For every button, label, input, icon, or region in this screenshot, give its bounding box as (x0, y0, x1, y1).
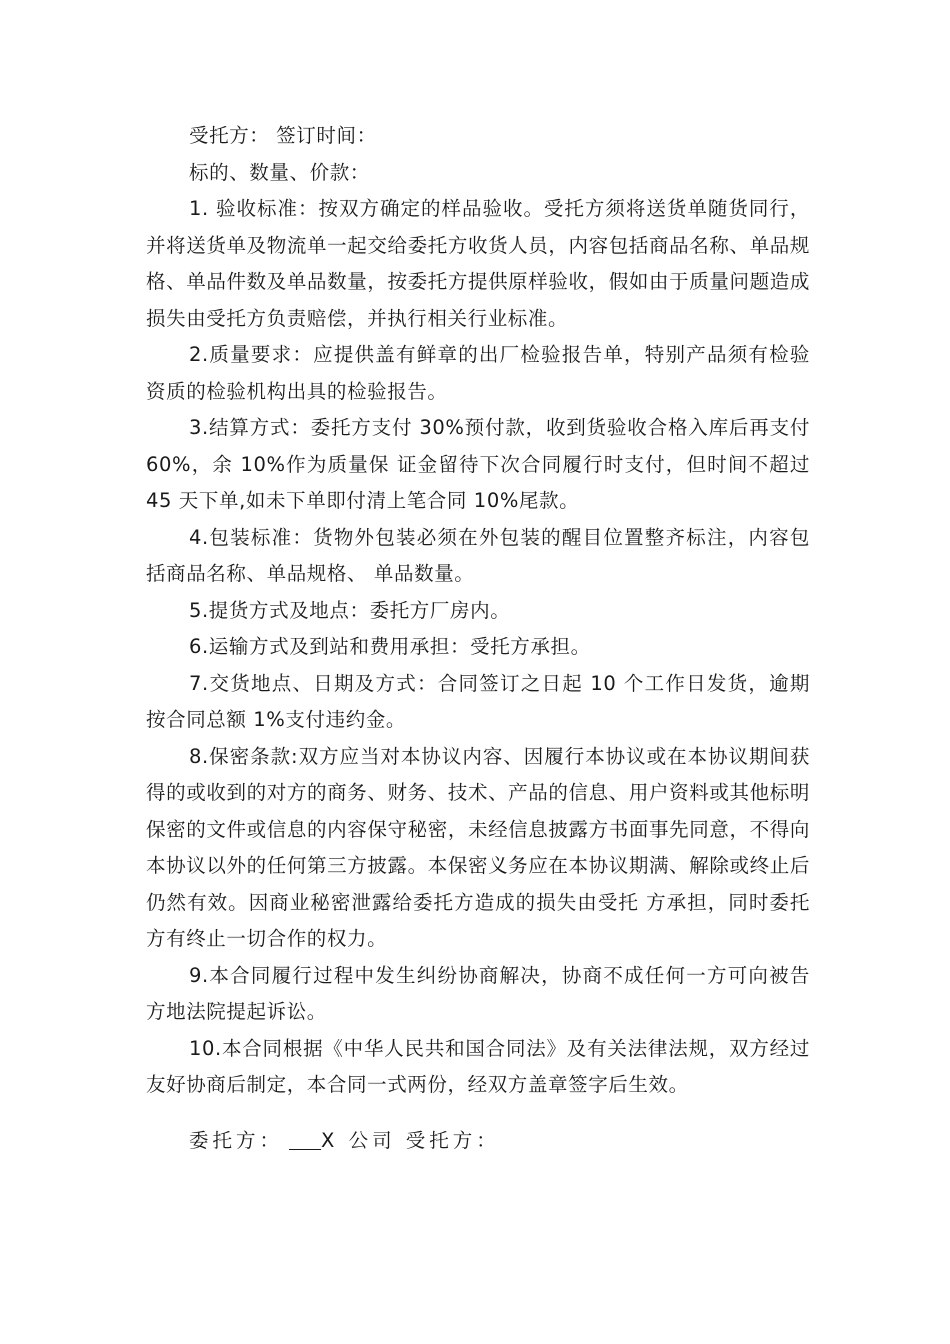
clause-5-pickup: 5.提货方式及地点：委托方厂房内。 (189, 598, 511, 622)
header-line-subject: 标的、数量、价款： (189, 160, 370, 184)
clause-9-dispute: 9.本合同履行过程中发生纠纷协商解决，协商不成任何一方可向被告方地法院提起诉讼。 (146, 963, 810, 1023)
contract-body (146, 118, 810, 1179)
clause-7-delivery: 7.交货地点、日期及方式：合同签订之日起 10 个工作日发货，逾期按合同总额 1%支付违约金。 (146, 671, 810, 731)
client-label: 委托方： (189, 1129, 284, 1152)
clause-1-acceptance: 1. 验收标准：按双方确定的样品验收。受托方须将送货单随货同行，并将送货单及物流单一起交给委托方收货人员，内容包括商品名称、单品规格、单品件数及单品数量，按委托方提供原样验收，假如由于质量问题造成损失由受托方负责赔偿，并执行相关行业标准。 (146, 197, 810, 330)
company-name: X 公司 (321, 1129, 396, 1152)
clause-10-effectiveness: 10.本合同根据《中华人民共和国合同法》及有关法律法规，双方经过友好协商后制定，本合同一式两份，经双方盖章签字后生效。 (146, 1036, 810, 1096)
signature-line (146, 1123, 810, 1160)
clause-6-transport: 6.运输方式及到站和费用承担：受托方承担。 (189, 635, 591, 658)
clause-2-quality: 2.质量要求：应提供盖有鲜章的出厂检验报告单，特别产品须有检验资质的检验机构出具的检验报告。 (146, 343, 810, 403)
header-line-trustee-date: 受托方： 签订时间： (189, 124, 377, 147)
clause-3-settlement: 3.结算方式：委托方支付 30%预付款，收到货验收合格入库后再支付 60%，余 10%作为质量保 证金留待下次合同履行时支付，但时间不超过 45 天下单,如未下单即付清上笔合同 10%尾款。 (146, 416, 810, 512)
trustee-label: 受托方： (405, 1129, 500, 1152)
clause-4-packaging: 4.包装标准：货物外包装必须在外包装的醒目位置整齐标注，内容包括商品名称、单品规格、 单品数量。 (146, 525, 810, 585)
clause-8-confidentiality: 8.保密条款:双方应当对本协议内容、因履行本协议或在本协议期间获得的或收到的对方的商务、财务、技术、产品的信息、用户资料或其他标明保密的文件或信息的内容保守秘密，未经信息披露方书面事先同意，不得向本协议以外的任何第三方披露。本保密义务应在本协议期满、解除或终止后仍然有效。因商业秘密泄露给委托方造成的损失由受托 方承担，同时委托方有终止一切合作的权力。 (146, 744, 810, 950)
signature-blank (289, 1129, 321, 1150)
